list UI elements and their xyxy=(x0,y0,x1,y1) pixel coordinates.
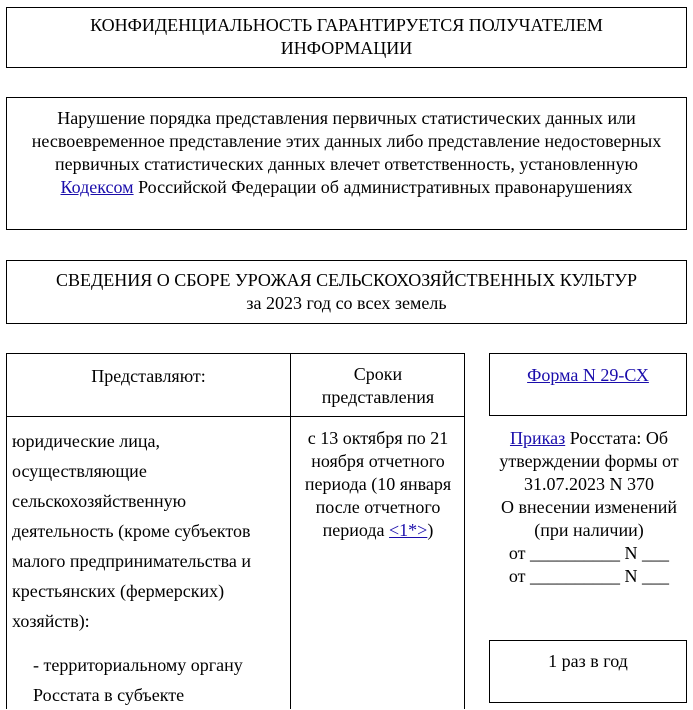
warning-text-before: Нарушение порядка представления первичных статистических данных или несвоевременное представление этих данных либо представление недостоверных первичных статистических данных влечет ответственность, установленную xyxy=(31,108,662,174)
report-subtitle: за 2023 год со всех земель xyxy=(246,293,447,313)
administrative-code-link[interactable]: Кодексом xyxy=(60,177,134,197)
submitters-description: юридические лица, осуществляющие сельскохозяйственную деятельность (кроме субъектов малого предпринимательства и крестьянских (фермерских) хозяйств): xyxy=(12,431,251,631)
amendments-line1: О внесении изменений xyxy=(500,497,678,517)
order-link[interactable]: Приказ xyxy=(509,428,566,448)
table-header-divider xyxy=(6,416,465,417)
submitters-header: Представляют: xyxy=(91,366,206,386)
order-text: Росстата: Об утверждении формы от 31.07.2023 N 370 xyxy=(499,428,679,494)
report-title: СВЕДЕНИЯ О СБОРЕ УРОЖАЯ СЕЛЬСКОХОЗЯЙСТВЕННЫХ КУЛЬТУР xyxy=(55,270,638,290)
deadlines-header: Сроки представления xyxy=(321,364,435,407)
frequency-text: 1 раз в год xyxy=(548,651,628,671)
order-info xyxy=(490,427,688,588)
amendment-row-1: от __________ N ___ xyxy=(508,543,670,563)
confidentiality-line1: КОНФИДЕНЦИАЛЬНОСТЬ ГАРАНТИРУЕТСЯ ПОЛУЧАТЕЛЕМ xyxy=(90,15,603,35)
submitters-recipient: - территориальному органу Росстата в субъекте xyxy=(33,655,243,705)
deadlines-description: с 13 октября по 21 ноября отчетного периода (10 января после отчетного периода <1*>) xyxy=(304,428,452,540)
liability-warning xyxy=(6,97,687,230)
form-number-box xyxy=(489,353,687,416)
report-title-box xyxy=(6,260,687,324)
amendments-line2: (при наличии) xyxy=(534,520,644,540)
form-number-link[interactable]: Форма N 29-СХ xyxy=(527,365,649,385)
confidentiality-line2: ИНФОРМАЦИИ xyxy=(280,38,413,58)
footnote-link[interactable]: <1*> xyxy=(389,520,428,540)
frequency-box xyxy=(489,640,687,703)
amendment-row-2: от __________ N ___ xyxy=(508,566,670,586)
confidentiality-notice xyxy=(6,7,687,68)
table-column-divider xyxy=(290,353,291,709)
warning-text-after: Российской Федерации об административных правонарушениях xyxy=(133,177,633,197)
